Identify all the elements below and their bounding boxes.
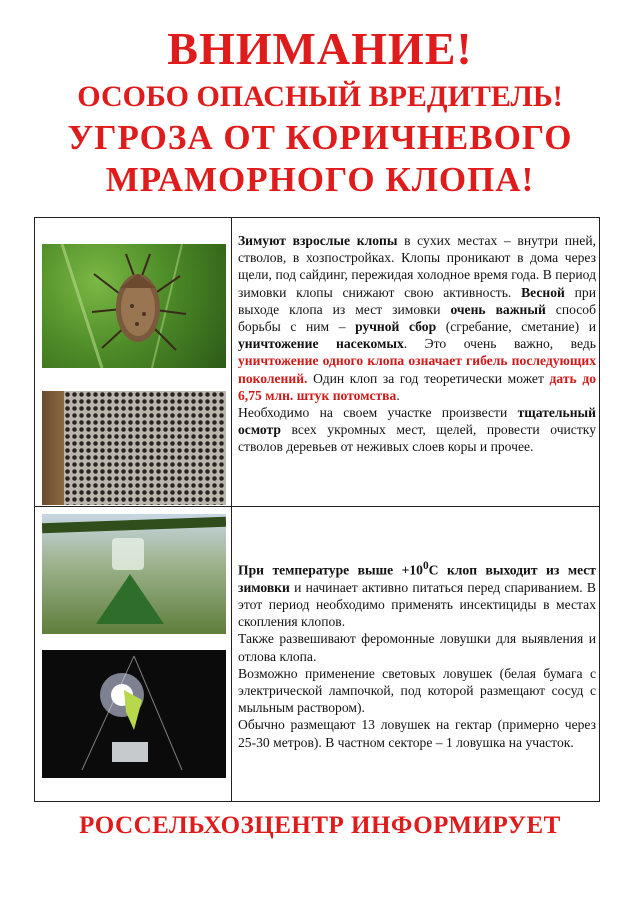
photo-stink-bug-on-leaf: [42, 244, 226, 368]
photo-bug-cluster: [42, 391, 226, 505]
table-divider-horizontal: [35, 506, 599, 507]
overwintering-paragraph: Зимуют взрослые клопы в сухих местах – внутри пней, стволов, в хозпостройках. Клопы проникают в дома через щели, под сайдинг, пережидая холодное время года. В период зимовки клопы снижают свою активность. Весной при выходе клопа из мест зимовки очень важный способ борьбы с ним – ручной сбор (сгребание, сметание) и уничтожение насекомых. Это очень важно, ведь уничтожение одного клопа означает гибель последующих поколений. Один клоп за год теоретически может дать до 6,75 млн. штук потомства.: [238, 233, 596, 403]
headline-dangerous-pest: ОСОБО ОПАСНЫЙ ВРЕДИТЕЛЬ!: [77, 80, 563, 113]
headline-threat-line1: УГРОЗА ОТ КОРИЧНЕВОГО: [67, 118, 573, 157]
temperature-paragraph: При температуре выше $+10^0С$ клоп выходит из мест зимовки и начинает активно питаться перед спариванием. В этот период необходимо применять инсектициды в местах скопления клопов.: [238, 560, 596, 630]
pheromone-traps-paragraph: Также развешивают феромонные ловушки для выявления и отлова клопа.: [238, 631, 596, 664]
traps-text: [238, 558, 596, 751]
light-traps-paragraph: Возможно применение световых ловушек (белая бумага с электрической лампочкой, под которой размещают сосуд с мыльным раствором).: [238, 665, 596, 716]
table-divider-vertical: [231, 218, 232, 801]
highlight-kill-one-bug: уничтожение одного клопа означает гибель последующих поколений.: [238, 353, 596, 386]
headline-threat-line2: МРАМОРНОГО КЛОПА!: [105, 160, 535, 199]
overwintering-text: [238, 232, 596, 456]
photo-light-trap: [42, 650, 226, 778]
inspection-paragraph: Необходимо на своем участке произвести тщательный осмотр всех укромных мест, щелей, провести очистку стволов деревьев от неживых слоев коры и прочее.: [238, 405, 596, 455]
traps-density-paragraph: Обычно размещают 13 ловушек на гектар (примерно через 25-30 метров). В частном секторе – 1 ловушка на участок.: [238, 717, 596, 750]
photo-pheromone-trap: [42, 514, 226, 634]
highlight-offspring-count: дать до 6,75 млн. штук потомства: [238, 370, 596, 403]
info-table: [34, 217, 600, 802]
headline-attention: ВНИМАНИЕ!: [167, 23, 473, 74]
footer-informs: РОССЕЛЬХОЗЦЕНТР ИНФОРМИРУЕТ: [79, 812, 561, 839]
